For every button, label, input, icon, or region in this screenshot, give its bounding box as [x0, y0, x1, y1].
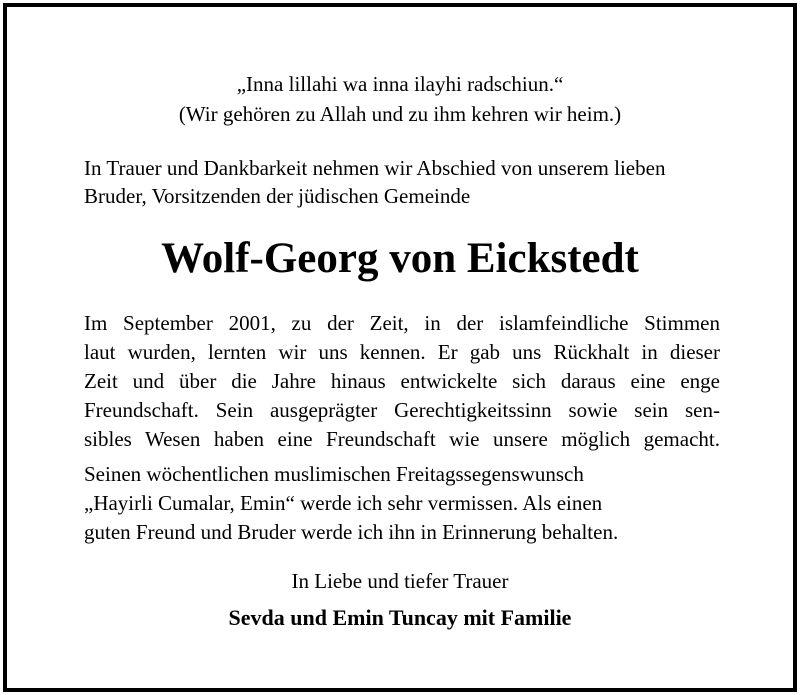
paragraph1-line: sibles Wesen haben eine Freundschaft wie unsere möglich gemacht. [84, 427, 720, 451]
paragraph1-line: laut wurden, lernten wir uns kennen. Er gab uns Rückhalt in dieser [84, 340, 720, 364]
intro-line: Bruder, Vorsitzenden der jüdischen Gemeinde [84, 184, 471, 208]
paragraph2-line: „Hayirli Cumalar, Emin“ werde ich sehr vermissen. Als einen [84, 491, 603, 515]
obituary-notice [3, 3, 797, 692]
paragraph2-line: Seinen wöchentlichen muslimischen Freitagssegenswunsch [84, 462, 584, 486]
intro-line: In Trauer und Dankbarkeit nehmen wir Abschied von unserem lieben [84, 156, 666, 180]
deceased-name: Wolf-Georg von Eickstedt [161, 235, 639, 282]
closing-phrase: In Liebe und tiefer Trauer [291, 569, 509, 593]
paragraph1-line: Im September 2001, zu der Zeit, in der islamfeindliche Stimmen [84, 311, 720, 335]
paragraph1-line: Freundschaft. Sein ausgeprägter Gerechtigkeitssinn sowie sein sen- [84, 398, 720, 422]
paragraph2-line: guten Freund und Bruder werde ich ihn in Erinnerung behalten. [84, 520, 619, 544]
signature: Sevda und Emin Tuncay mit Familie [228, 605, 572, 630]
verse-transliteration: „Inna lillahi wa inna ilayhi radschiun.“ [236, 72, 564, 96]
paragraph1-line: Zeit und über die Jahre hinaus entwickelte sich daraus eine enge [84, 369, 720, 393]
verse-translation: (Wir gehören zu Allah und zu ihm kehren wir heim.) [178, 102, 622, 126]
